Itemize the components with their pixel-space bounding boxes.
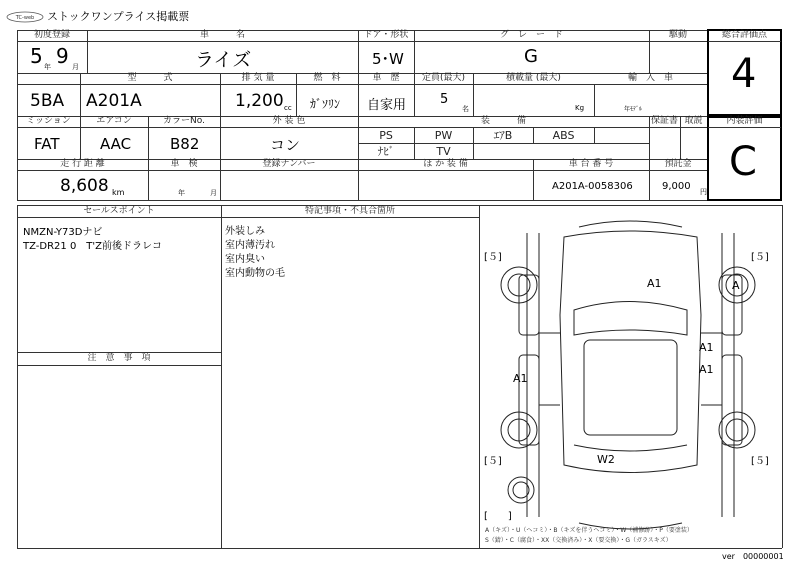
inspection-year-unit: 年 — [178, 189, 185, 197]
sales-points-label: セールスポイント — [83, 206, 155, 216]
tire-tread-front-left: [５] — [484, 252, 502, 263]
reg-month-unit: 月 — [72, 63, 79, 71]
import-label: 輸 入 車 — [627, 73, 673, 83]
history-value: 自家用 — [367, 98, 407, 113]
aircon-value: AAC — [100, 135, 132, 153]
manual-label: 取説 — [684, 116, 703, 126]
chassis-number-label: 車 台 番 号 — [568, 159, 614, 169]
remark-4: 室内動物の毛 — [225, 268, 285, 279]
import-model-unit: 年ﾓﾃﾞﾙ — [624, 106, 643, 113]
spare-tire-bracket: [ ] — [484, 511, 512, 522]
mileage-unit: km — [112, 188, 125, 197]
fuel-value: ｶﾞｿﾘﾝ — [310, 97, 341, 111]
interior-score-label: 内装評価 — [726, 116, 763, 126]
door-type-value: 5･W — [372, 50, 404, 68]
equip-tv: TV — [436, 145, 451, 158]
aircon-label: エアコン — [96, 116, 132, 126]
capacity-unit: 名 — [462, 105, 469, 113]
svg-text:TC-web: TC-web — [15, 15, 35, 21]
damage-mark-front-right: A — [732, 279, 740, 292]
first-reg-label: 初度登録 — [33, 30, 70, 40]
color-no-label: カラーNo. — [163, 116, 205, 126]
exterior-color-label: 外 装 色 — [272, 116, 306, 126]
sales-point-1: NMZN-Y73Dナビ — [23, 227, 103, 238]
damage-mark-hood: A1 — [647, 277, 662, 290]
logo — [6, 8, 44, 20]
grade-value: G — [524, 46, 538, 67]
page-title: ストックワンプライス掲載票 — [47, 10, 190, 23]
mileage-label: 走 行 距 離 — [60, 159, 105, 169]
reserve-price-value: 9,000 — [662, 181, 691, 192]
displacement-label: 排 気 量 — [241, 73, 275, 83]
car-name-label: 車 名 — [199, 30, 245, 40]
notes-label: 注 意 事 項 — [87, 353, 151, 363]
color-no-value: B82 — [170, 135, 200, 153]
damage-mark-right-door-2: A1 — [699, 363, 714, 376]
logo-icon — [6, 11, 44, 23]
legend-line-2: S（錆）・C（腐食）・XX（交換済み）・X（要交換）・G（ガラスキズ） — [485, 537, 672, 544]
equip-ps: PS — [379, 129, 393, 142]
other-equipment-label: ほ か 装 備 — [423, 159, 468, 169]
mission-value: FAT — [34, 135, 60, 153]
history-label: 車 歴 — [372, 73, 400, 83]
tire-tread-rear-left: [５] — [484, 456, 502, 467]
door-type-label: ドア・形状 — [363, 30, 409, 40]
overall-score-value: 4 — [731, 51, 757, 97]
equipment-label: 装 備 — [480, 116, 526, 126]
capacity-label: 定員(最大) — [421, 73, 466, 83]
damage-mark-left-rear: A1 — [513, 372, 528, 385]
displacement-unit: cc — [284, 104, 292, 112]
legend-line-1: A（キズ）・U（ヘコミ）・B（キズを伴うヘコミ）・W（補修跡）・P（要塗装） — [485, 527, 693, 534]
inspection-month-unit: 月 — [210, 189, 217, 197]
damage-mark-right-door-1: A1 — [699, 341, 714, 354]
equip-abs: ABS — [552, 129, 575, 142]
reserve-price-unit: 円 — [700, 188, 707, 196]
warranty-label: 保証書 — [650, 116, 678, 126]
model-prefix: 5BA — [30, 91, 65, 111]
reg-number-label: 登録ナンバー — [262, 159, 316, 169]
overall-score-label: 総合評価点 — [721, 30, 767, 40]
model-value: A201A — [86, 91, 142, 111]
grade-label: グ レ ー ド — [499, 30, 563, 40]
sales-point-2: TZ-DR21 0 T'Z前後ドラレコ — [23, 241, 163, 252]
remark-2: 室内薄汚れ — [225, 240, 275, 251]
fuel-label: 燃 料 — [313, 73, 341, 83]
exterior-color-value: コン — [270, 136, 301, 154]
inspection-label: 車 検 — [170, 159, 198, 169]
reg-year: 5 — [30, 44, 43, 68]
mission-label: ミッション — [26, 116, 71, 126]
reg-month: 9 — [56, 44, 69, 68]
load-unit: Kg — [575, 104, 585, 112]
interior-score-value: C — [729, 139, 757, 185]
car-damage-diagram — [479, 205, 782, 548]
damage-mark-rear-glass: W2 — [597, 453, 615, 466]
tire-tread-rear-right: [５] — [751, 456, 769, 467]
remarks-label: 特記事項・不具合箇所 — [304, 206, 395, 216]
equip-airbag: ｴｱB — [493, 129, 513, 142]
reserve-price-label: 預託金 — [664, 159, 692, 169]
mileage-value: 8,608 — [60, 176, 109, 196]
remark-3: 室内臭い — [225, 254, 265, 265]
drive-label: 駆動 — [668, 30, 687, 40]
capacity-value: 5 — [440, 92, 449, 107]
model-type-label: 型 式 — [127, 73, 173, 83]
load-label: 積載量 (最大) — [506, 73, 561, 83]
equip-navi: ﾅﾋﾞ — [377, 145, 395, 158]
chassis-number-value: A201A-0058306 — [552, 181, 633, 192]
equip-pw: PW — [434, 129, 453, 142]
version-footer: ver 00000001 — [722, 552, 784, 561]
displacement-value: 1,200 — [235, 91, 284, 111]
reg-year-unit: 年 — [44, 63, 51, 71]
car-name-value: ライズ — [195, 49, 252, 71]
tire-tread-front-right: [５] — [751, 252, 769, 263]
remark-1: 外装しみ — [225, 226, 265, 237]
